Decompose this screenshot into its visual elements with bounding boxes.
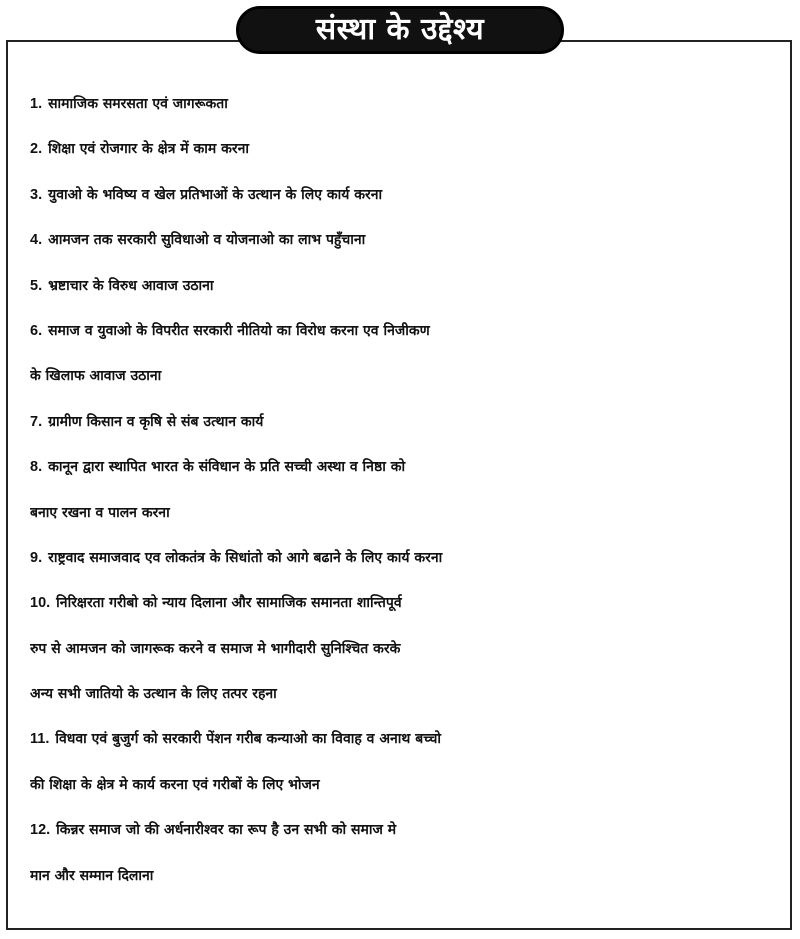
title-banner xyxy=(236,6,564,54)
item-text: के खिलाफ आवाज उठाना xyxy=(30,368,162,385)
item-number: 8. xyxy=(30,459,43,476)
item-number: 9. xyxy=(30,549,43,566)
list-item xyxy=(30,533,786,578)
item-text: शिक्षा एवं रोजगार के क्षेत्र में काम करना xyxy=(48,141,250,158)
list-item xyxy=(30,714,786,759)
item-number: 1. xyxy=(30,96,43,112)
list-item xyxy=(30,124,786,169)
item-text: मान और सम्मान दिलाना xyxy=(30,867,154,884)
item-text: की शिक्षा के क्षेत्र मे कार्य करना एवं गरीबों के लिए भोजन xyxy=(30,776,320,793)
item-number: 3. xyxy=(30,186,43,203)
item-number: 10. xyxy=(30,595,51,612)
item-text: युवाओ के भविष्य व खेल प्रतिभाओं के उत्थान के लिए कार्य करना xyxy=(48,186,383,203)
item-number: 5. xyxy=(30,277,43,294)
list-item xyxy=(30,578,786,623)
item-number: 12. xyxy=(30,822,51,839)
list-item-continuation xyxy=(30,851,786,896)
list-item xyxy=(30,170,786,215)
item-text: सामाजिक समरसता एवं जागरूकता xyxy=(48,96,228,112)
item-number: 7. xyxy=(30,413,43,430)
objectives-list xyxy=(30,79,786,896)
list-item xyxy=(30,306,786,351)
list-item xyxy=(30,397,786,442)
item-text: बनाए रखना व पालन करना xyxy=(30,504,170,521)
item-text: अन्य सभी जातियो के उत्थान के लिए तत्पर रहना xyxy=(30,686,277,703)
list-item-continuation xyxy=(30,624,786,669)
list-item xyxy=(30,79,786,124)
item-text: ग्रामीण किसान व कृषि से संब उत्थान कार्य xyxy=(48,413,264,430)
item-text: विधवा एवं बुजुर्ग को सरकारी पेंशन गरीब कन्याओ का विवाह व अनाथ बच्चो xyxy=(55,731,442,748)
list-item-continuation xyxy=(30,669,786,714)
item-text: कानून द्वारा स्थापित भारत के संविधान के प्रति सच्ची अस्था व निष्ठा को xyxy=(48,459,406,476)
list-item-continuation xyxy=(30,760,786,805)
item-text: निरिक्षरता गरीबो को न्याय दिलाना और सामाजिक समानता शान्तिपूर्व xyxy=(56,595,402,612)
list-item-continuation xyxy=(30,488,786,533)
list-item xyxy=(30,442,786,487)
item-text: समाज व युवाओ के विपरीत सरकारी नीतियो का विरोध करना एव निजीकण xyxy=(48,322,430,339)
item-text: किन्नर समाज जो की अर्धनारीश्वर का रूप है उन सभी को समाज मे xyxy=(56,822,397,839)
item-number: 6. xyxy=(30,322,43,339)
list-item xyxy=(30,215,786,260)
item-text: रुप से आमजन को जागरूक करने व समाज मे भागीदारी सुनिश्चित करके xyxy=(30,640,401,657)
page-title: संस्था के उद्देश्य xyxy=(315,12,485,47)
list-item xyxy=(30,805,786,850)
list-item xyxy=(30,261,786,306)
item-number: 4. xyxy=(30,232,43,249)
item-text: राष्ट्रवाद समाजवाद एव लोकतंत्र के सिधांतो को आगे बढाने के लिए कार्य करना xyxy=(48,549,443,566)
item-number: 11. xyxy=(30,731,50,748)
list-item-continuation xyxy=(30,351,786,396)
item-text: आमजन तक सरकारी सुविधाओ व योजनाओ का लाभ पहुँचाना xyxy=(48,232,366,249)
item-text: भ्रष्टाचार के विरुध आवाज उठाना xyxy=(48,277,214,294)
item-number: 2. xyxy=(30,141,43,158)
